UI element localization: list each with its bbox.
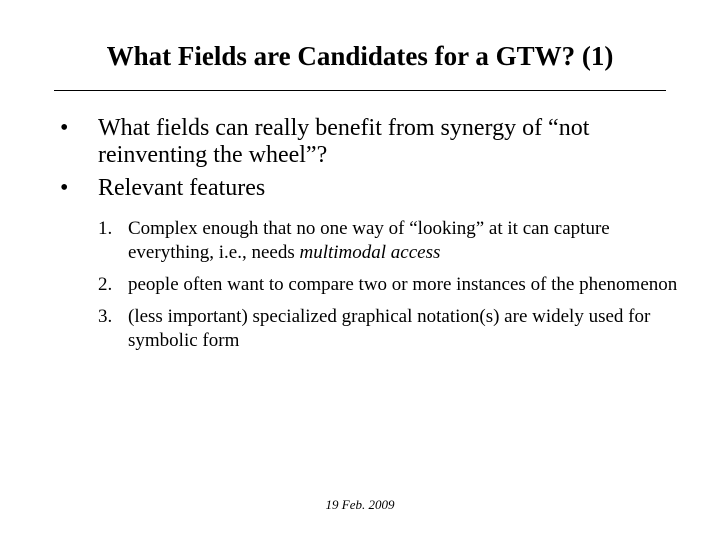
slide-title: What Fields are Candidates for a GTW? (1) (106, 41, 614, 71)
numbered-text: Complex enough that no one way of “looking” at it can capture everything, i.e., needs (128, 218, 610, 263)
numbered-text: people often want to compare two or more instances of the phenomenon (128, 274, 678, 295)
bullet-text: What fields can really benefit from synergy of “not reinventing the wheel”? (98, 115, 590, 168)
title-divider (54, 90, 666, 91)
bullet-marker: • (60, 115, 69, 141)
number-marker: 2. (98, 274, 113, 295)
numbered-item (98, 273, 678, 297)
bullet-marker: • (60, 175, 69, 201)
number-marker: 3. (98, 306, 113, 327)
numbered-item (98, 305, 678, 353)
emphasized-text: multimodal access (299, 242, 441, 263)
numbered-item (98, 217, 678, 265)
bullet-item (60, 115, 680, 169)
numbered-list (98, 217, 678, 361)
bullet-item (60, 175, 680, 202)
numbered-text: (less important) specialized graphical notation(s) are widely used for symbolic form (128, 306, 651, 351)
bullet-text: Relevant features (98, 175, 266, 201)
number-marker: 1. (98, 218, 113, 239)
bullet-list (60, 115, 680, 208)
footer-date: 19 Feb. 2009 (325, 497, 395, 512)
